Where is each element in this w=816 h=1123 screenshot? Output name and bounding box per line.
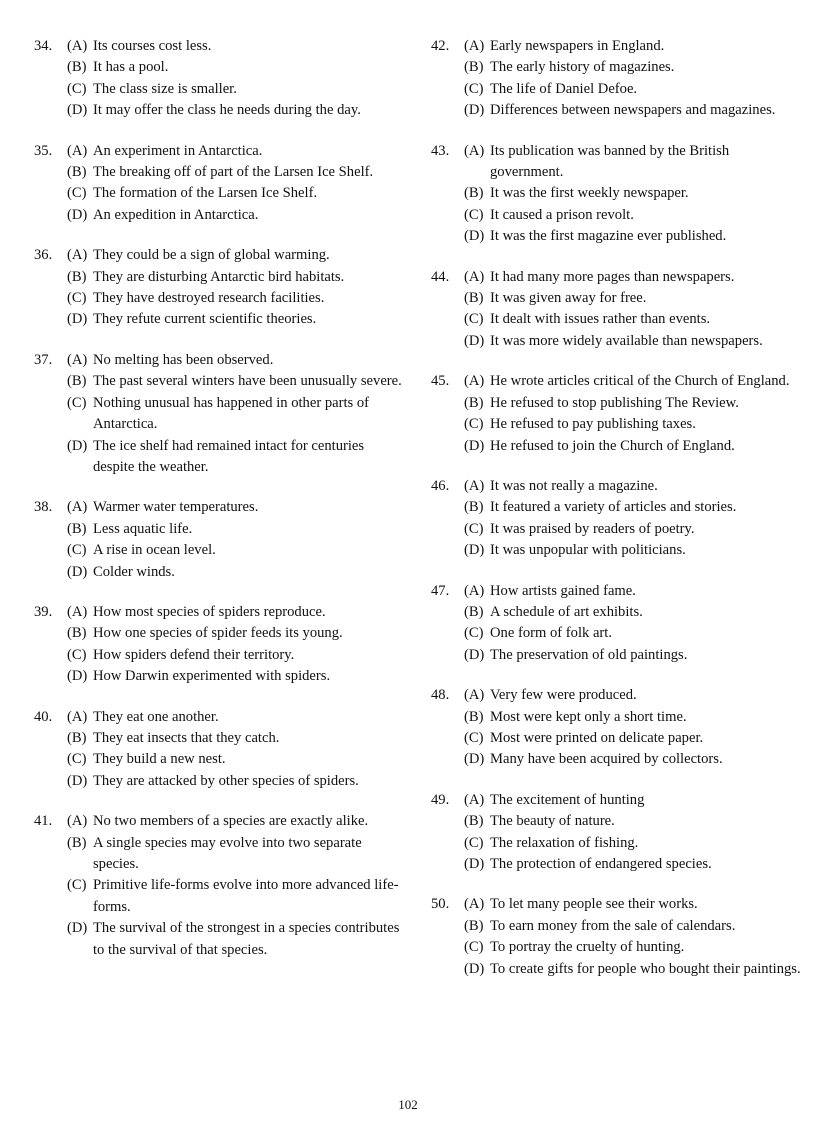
answer-option (34, 436, 406, 479)
answer-option (34, 79, 406, 100)
option-text: Nothing unusual has happened in other parts of Antarctica. (93, 394, 370, 433)
option-letter: (B) (67, 625, 87, 642)
question-number: 38. (34, 499, 53, 516)
answer-option (431, 685, 803, 706)
option-text: They have destroyed research facilities. (93, 290, 325, 307)
answer-option (34, 288, 406, 309)
option-text: The past several winters have been unusually severe. (93, 373, 402, 390)
question-block (431, 141, 803, 248)
option-text: They refute current scientific theories. (93, 311, 317, 328)
option-text: Very few were produced. (490, 687, 637, 704)
answer-option (431, 57, 803, 78)
option-text: It was not really a magazine. (490, 477, 658, 494)
question-block (431, 685, 803, 771)
answer-option (431, 36, 803, 57)
answer-option (431, 267, 803, 288)
question-number: 42. (431, 38, 450, 54)
answer-option (34, 602, 406, 623)
question-block (34, 350, 406, 478)
option-letter: (B) (464, 394, 484, 411)
option-letter: (B) (464, 499, 484, 516)
option-letter: (D) (464, 646, 485, 663)
answer-option (431, 519, 803, 540)
answer-option (431, 414, 803, 435)
answer-option (34, 540, 406, 561)
answer-option (431, 937, 803, 958)
question-block (431, 36, 803, 122)
option-text: How Darwin experimented with spiders. (93, 668, 331, 685)
answer-option (34, 100, 406, 121)
answer-option (34, 162, 406, 183)
option-text: An experiment in Antarctica. (93, 142, 263, 159)
option-letter: (C) (464, 416, 484, 433)
option-text: Less aquatic life. (93, 520, 193, 537)
option-letter: (B) (464, 708, 484, 725)
answer-option (431, 833, 803, 854)
answer-option (34, 36, 406, 57)
option-letter: (A) (464, 38, 485, 54)
answer-option (34, 371, 406, 392)
question-block (431, 267, 803, 353)
option-letter: (D) (464, 856, 485, 872)
option-letter: (A) (67, 142, 88, 159)
option-text: How one species of spider feeds its young. (93, 625, 343, 642)
answer-option (34, 728, 406, 749)
option-letter: (C) (464, 834, 484, 851)
question-block (34, 245, 406, 331)
option-letter: (D) (67, 206, 88, 223)
option-letter: (B) (464, 603, 484, 620)
option-text: It was unpopular with politicians. (490, 542, 686, 559)
answer-option (431, 623, 803, 644)
option-letter: (C) (67, 751, 87, 768)
option-letter: (B) (67, 59, 87, 76)
answer-option (34, 749, 406, 770)
option-text: A schedule of art exhibits. (490, 603, 643, 620)
option-letter: (A) (67, 38, 88, 54)
option-letter: (C) (464, 311, 484, 328)
option-text: They eat one another. (93, 708, 219, 725)
answer-option (34, 57, 406, 78)
question-number: 45. (431, 373, 450, 390)
option-letter: (D) (464, 228, 485, 245)
page-number: 102 (398, 1097, 418, 1112)
answer-option (431, 476, 803, 497)
answer-option (431, 393, 803, 414)
option-text: Colder winds. (93, 563, 175, 580)
option-text: It was the first weekly newspaper. (490, 185, 689, 202)
answer-option (34, 918, 406, 961)
option-text: He refused to stop publishing The Review. (490, 394, 739, 411)
option-letter: (A) (464, 896, 485, 913)
answer-option (431, 811, 803, 832)
option-letter: (C) (464, 206, 484, 223)
option-text: The life of Daniel Defoe. (490, 80, 638, 97)
answer-option (431, 371, 803, 392)
option-text: The formation of the Larsen Ice Shelf. (93, 185, 318, 202)
option-letter: (C) (67, 394, 87, 411)
option-letter: (D) (67, 668, 88, 685)
question-block (431, 581, 803, 667)
answer-option (34, 183, 406, 204)
option-text: Its courses cost less. (93, 38, 212, 54)
option-letter: (C) (67, 290, 87, 307)
option-text: They build a new nest. (93, 751, 226, 768)
option-text: It was more widely available than newspapers. (490, 332, 763, 349)
option-text: Most were printed on delicate paper. (490, 729, 704, 746)
answer-option (34, 309, 406, 330)
question-number: 49. (431, 791, 450, 808)
question-block (431, 790, 803, 876)
option-text: To let many people see their works. (490, 896, 698, 913)
option-text: To earn money from the sale of calendars. (490, 917, 736, 934)
answer-option (431, 288, 803, 309)
right-column (431, 36, 803, 980)
question-number: 39. (34, 603, 53, 620)
option-letter: (D) (67, 563, 88, 580)
question-number: 47. (431, 582, 450, 599)
answer-option (431, 916, 803, 937)
option-letter: (B) (464, 917, 484, 934)
question-block (431, 371, 803, 457)
option-text: They could be a sign of global warming. (93, 247, 330, 264)
option-text: They eat insects that they catch. (93, 729, 280, 746)
option-letter: (D) (464, 542, 485, 559)
option-text: He wrote articles critical of the Church of England. (490, 373, 790, 390)
option-letter: (C) (464, 80, 484, 97)
option-letter: (D) (464, 960, 485, 977)
option-text: It was given away for free. (490, 290, 647, 307)
answer-option (431, 959, 803, 980)
option-letter: (C) (67, 542, 87, 559)
question-number: 36. (34, 247, 53, 264)
option-text: How spiders defend their territory. (93, 646, 295, 663)
option-letter: (B) (464, 59, 484, 76)
option-text: It was praised by readers of poetry. (490, 520, 695, 537)
question-number: 46. (431, 477, 450, 494)
option-letter: (A) (464, 687, 485, 704)
option-text: They are attacked by other species of spiders. (93, 772, 359, 789)
left-column (34, 36, 406, 961)
question-number: 48. (431, 687, 450, 704)
answer-option (34, 771, 406, 792)
option-text: One form of folk art. (490, 625, 612, 642)
option-text: The preservation of old paintings. (490, 646, 688, 663)
option-letter: (D) (67, 920, 88, 937)
option-letter: (B) (67, 268, 87, 285)
option-letter: (D) (464, 751, 485, 768)
question-number: 50. (431, 896, 450, 913)
option-letter: (C) (67, 185, 87, 202)
option-text: Its publication was banned by the British government. (490, 142, 730, 181)
option-letter: (A) (464, 142, 485, 159)
answer-option (431, 540, 803, 561)
answer-option (431, 854, 803, 875)
answer-option (34, 833, 406, 876)
answer-option (431, 602, 803, 623)
option-text: The breaking off of part of the Larsen Ice Shelf. (93, 164, 374, 181)
option-text: The protection of endangered species. (490, 856, 712, 872)
option-letter: (A) (67, 603, 88, 620)
answer-option (431, 581, 803, 602)
answer-option (431, 749, 803, 770)
option-text: Many have been acquired by collectors. (490, 751, 723, 768)
option-text: To create gifts for people who bought their paintings. (490, 960, 801, 977)
question-block (34, 36, 406, 122)
option-text: How artists gained fame. (490, 582, 636, 599)
option-text: It featured a variety of articles and stories. (490, 499, 737, 516)
answer-option (431, 309, 803, 330)
question-block (34, 141, 406, 227)
question-number: 34. (34, 38, 53, 54)
answer-option (34, 350, 406, 371)
option-text: The ice shelf had remained intact for centuries despite the weather. (93, 437, 365, 475)
option-text: To portray the cruelty of hunting. (490, 939, 685, 956)
option-letter: (A) (67, 247, 88, 264)
option-text: He refused to join the Church of England. (490, 437, 735, 454)
answer-option (431, 790, 803, 811)
answer-option (34, 205, 406, 226)
option-text: Most were kept only a short time. (490, 708, 687, 725)
option-letter: (D) (67, 772, 88, 789)
option-text: No two members of a species are exactly alike. (93, 813, 369, 830)
option-text: He refused to pay publishing taxes. (490, 416, 696, 433)
question-number: 44. (431, 268, 450, 285)
answer-option (34, 666, 406, 687)
option-letter: (D) (464, 102, 485, 119)
option-letter: (A) (464, 373, 485, 390)
option-letter: (A) (67, 708, 88, 725)
option-text: Differences between newspapers and magazines. (490, 102, 776, 119)
option-text: The survival of the strongest in a species contributes to the survival of that species. (93, 920, 400, 958)
option-letter: (B) (67, 834, 87, 851)
answer-option (431, 183, 803, 204)
answer-option (34, 497, 406, 518)
answer-option (431, 728, 803, 749)
answer-option (431, 141, 803, 184)
option-letter: (B) (464, 290, 484, 307)
option-text: A rise in ocean level. (93, 542, 216, 559)
question-block (34, 811, 406, 961)
option-letter: (C) (67, 646, 87, 663)
option-text: The relaxation of fishing. (490, 834, 639, 851)
option-text: It had many more pages than newspapers. (490, 268, 735, 285)
answer-option (34, 519, 406, 540)
option-text: It has a pool. (93, 59, 169, 76)
option-text: A single species may evolve into two separate species. (93, 834, 362, 872)
option-letter: (C) (67, 80, 87, 97)
answer-option (431, 100, 803, 121)
answer-option (34, 393, 406, 436)
option-letter: (A) (67, 813, 88, 830)
option-letter: (C) (464, 729, 484, 746)
option-text: Warmer water temperatures. (93, 499, 259, 516)
answer-option (34, 707, 406, 728)
question-block (34, 707, 406, 793)
option-letter: (D) (67, 102, 88, 119)
option-text: The beauty of nature. (490, 813, 615, 830)
option-letter: (C) (67, 877, 87, 894)
option-letter: (C) (464, 939, 484, 956)
option-text: How most species of spiders reproduce. (93, 603, 326, 620)
answer-option (431, 205, 803, 226)
option-letter: (C) (464, 520, 484, 537)
option-text: The class size is smaller. (93, 80, 237, 97)
option-letter: (B) (67, 520, 87, 537)
option-letter: (A) (67, 351, 88, 368)
answer-option (34, 645, 406, 666)
option-text: Primitive life-forms evolve into more advanced life-forms. (93, 877, 399, 915)
option-letter: (B) (464, 185, 484, 202)
option-letter: (C) (464, 625, 484, 642)
answer-option (34, 267, 406, 288)
option-letter: (B) (67, 164, 87, 181)
option-letter: (A) (464, 477, 485, 494)
answer-option (431, 331, 803, 352)
question-number: 35. (34, 142, 53, 159)
option-text: The early history of magazines. (490, 59, 675, 76)
answer-option (431, 497, 803, 518)
option-letter: (A) (464, 268, 485, 285)
answer-option (431, 707, 803, 728)
answer-option (431, 79, 803, 100)
answer-option (34, 623, 406, 644)
answer-option (431, 436, 803, 457)
question-number: 41. (34, 813, 53, 830)
answer-option (431, 645, 803, 666)
option-text: It was the first magazine ever published. (490, 228, 727, 245)
option-text: It caused a prison revolt. (490, 206, 634, 223)
option-letter: (A) (67, 499, 88, 516)
question-block (34, 602, 406, 688)
answer-option (431, 226, 803, 247)
option-text: No melting has been observed. (93, 351, 274, 368)
answer-option (34, 141, 406, 162)
question-block (431, 894, 803, 980)
option-letter: (D) (464, 437, 485, 454)
option-text: They are disturbing Antarctic bird habitats. (93, 268, 345, 285)
question-number: 40. (34, 708, 53, 725)
option-letter: (D) (67, 437, 88, 454)
option-text: Early newspapers in England. (490, 38, 665, 54)
answer-option (34, 811, 406, 832)
option-letter: (B) (67, 729, 87, 746)
option-letter: (A) (464, 582, 485, 599)
option-text: It dealt with issues rather than events. (490, 311, 711, 328)
question-block (431, 476, 803, 562)
option-text: It may offer the class he needs during the day. (93, 102, 361, 119)
option-letter: (B) (67, 373, 87, 390)
question-number: 37. (34, 351, 53, 368)
question-number: 43. (431, 142, 450, 159)
option-letter: (D) (67, 311, 88, 328)
option-text: An expedition in Antarctica. (93, 206, 259, 223)
answer-option (34, 875, 406, 918)
question-block (34, 497, 406, 583)
answer-option (34, 562, 406, 583)
answer-option (431, 894, 803, 915)
option-text: The excitement of hunting (490, 791, 645, 808)
answer-option (34, 245, 406, 266)
option-letter: (B) (464, 813, 484, 830)
option-letter: (D) (464, 332, 485, 349)
option-letter: (A) (464, 791, 485, 808)
